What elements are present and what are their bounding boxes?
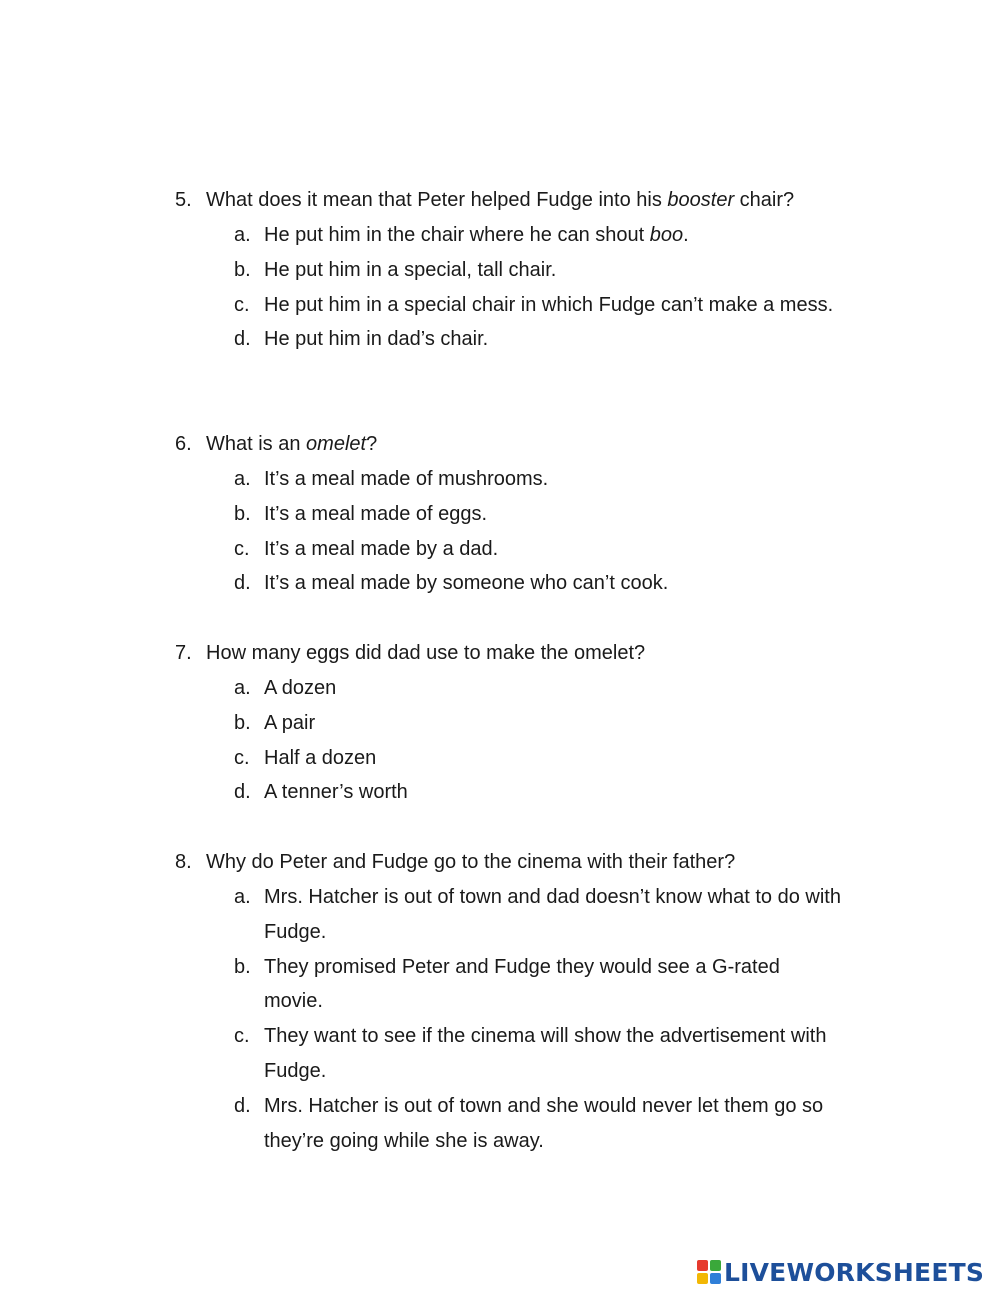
option-letter: d. (234, 1094, 251, 1117)
option-text (264, 775, 844, 810)
answer-option-b[interactable] (175, 497, 855, 532)
answer-option-c[interactable] (175, 1019, 855, 1089)
question-prompt (175, 183, 855, 218)
question-text (206, 636, 645, 671)
question-6 (175, 427, 855, 601)
question-prompt (175, 636, 855, 671)
answer-option-d[interactable] (175, 566, 855, 601)
logo-block-green (710, 1260, 721, 1271)
option-letter: d. (234, 572, 251, 595)
logo-text: LIVEWORKSHEETS (724, 1257, 985, 1287)
option-text (264, 288, 844, 323)
option-letter: b. (234, 955, 251, 978)
option-text (264, 218, 844, 253)
option-letter: a. (234, 886, 251, 908)
text-run: It’s a meal made by someone who can’t cook. (264, 572, 669, 595)
text-run: They promised Peter and Fudge they would see a G-rated movie. (264, 955, 780, 1013)
logo-block-yellow (697, 1273, 708, 1284)
option-letter: a. (234, 468, 251, 490)
text-run: It’s a meal made of mushrooms. (264, 468, 549, 490)
answer-options (175, 671, 855, 810)
option-letter: d. (234, 328, 251, 351)
option-letter: c. (234, 746, 250, 769)
text-run: It’s a meal made by a dad. (264, 537, 499, 560)
answer-option-c[interactable] (175, 741, 855, 776)
text-run: Why do Peter and Fudge go to the cinema with their father? (206, 851, 736, 873)
text-run: He put him in a special chair in which Fudge can’t make a mess. (264, 293, 834, 316)
question-prompt (175, 427, 855, 462)
question-text (206, 183, 794, 218)
option-text (264, 532, 844, 567)
option-letter: b. (234, 711, 251, 734)
answer-option-a[interactable] (175, 880, 855, 950)
option-text (264, 462, 844, 497)
question-5 (175, 183, 855, 357)
text-run: A pair (264, 711, 316, 734)
answer-option-b[interactable] (175, 950, 855, 1020)
emphasis-text: boo (649, 224, 684, 246)
answer-option-d[interactable] (175, 322, 855, 357)
logo-block-blue (710, 1273, 721, 1284)
answer-options (175, 880, 855, 1158)
question-number: 6. (175, 433, 192, 455)
text-run: . (683, 224, 689, 246)
question-text (206, 427, 377, 462)
option-text (264, 497, 844, 532)
text-run: How many eggs did dad use to make the omelet? (206, 642, 646, 664)
answer-option-a[interactable] (175, 218, 855, 253)
option-letter: a. (234, 677, 251, 699)
text-run: What is an (206, 433, 307, 455)
text-run: Mrs. Hatcher is out of town and she would never let them go so they’re going while she is away. (264, 1094, 824, 1152)
logo-block-red (697, 1260, 708, 1271)
emphasis-text: booster (667, 189, 735, 211)
text-run: It’s a meal made of eggs. (264, 502, 488, 525)
option-text (264, 950, 844, 1020)
answer-option-a[interactable] (175, 462, 855, 497)
logo-blocks-icon (697, 1260, 721, 1284)
answer-option-c[interactable] (175, 288, 855, 323)
question-8 (175, 845, 855, 1158)
option-text (264, 741, 844, 776)
text-run: Half a dozen (264, 746, 377, 769)
option-text (264, 1019, 844, 1089)
answer-option-b[interactable] (175, 706, 855, 741)
text-run: What does it mean that Peter helped Fudge into his (206, 189, 668, 211)
answer-option-b[interactable] (175, 253, 855, 288)
option-text (264, 706, 844, 741)
answer-option-d[interactable] (175, 1089, 855, 1159)
question-number: 5. (175, 189, 192, 211)
answer-option-a[interactable] (175, 671, 855, 706)
text-run: He put him in dad’s chair. (264, 328, 489, 351)
question-text (206, 845, 735, 880)
text-run: He put him in a special, tall chair. (264, 258, 557, 281)
option-text (264, 253, 844, 288)
question-7 (175, 636, 855, 810)
option-letter: c. (234, 537, 250, 560)
question-number: 8. (175, 851, 192, 873)
option-letter: d. (234, 781, 251, 804)
option-text (264, 566, 844, 601)
answer-option-c[interactable] (175, 532, 855, 567)
text-run: A dozen (264, 677, 337, 699)
option-letter: b. (234, 258, 251, 281)
question-number: 7. (175, 642, 192, 664)
text-run: Mrs. Hatcher is out of town and dad doesn’t know what to do with Fudge. (264, 886, 841, 943)
option-text (264, 322, 844, 357)
option-letter: b. (234, 502, 251, 525)
text-run: They want to see if the cinema will show the advertisement with Fudge. (264, 1025, 827, 1082)
text-run: chair? (734, 189, 795, 211)
answer-options (175, 218, 855, 357)
text-run: A tenner’s worth (264, 781, 408, 804)
option-letter: c. (234, 293, 250, 316)
option-letter: c. (234, 1025, 250, 1048)
answer-options (175, 462, 855, 601)
option-text (264, 880, 844, 950)
option-text (264, 1089, 844, 1159)
question-prompt (175, 845, 855, 880)
text-run: He put him in the chair where he can shout (264, 224, 650, 246)
text-run: ? (366, 433, 378, 455)
liveworksheets-logo (697, 1255, 984, 1289)
option-text (264, 671, 844, 706)
option-letter: a. (234, 224, 251, 246)
emphasis-text: omelet (306, 433, 367, 455)
answer-option-d[interactable] (175, 775, 855, 810)
